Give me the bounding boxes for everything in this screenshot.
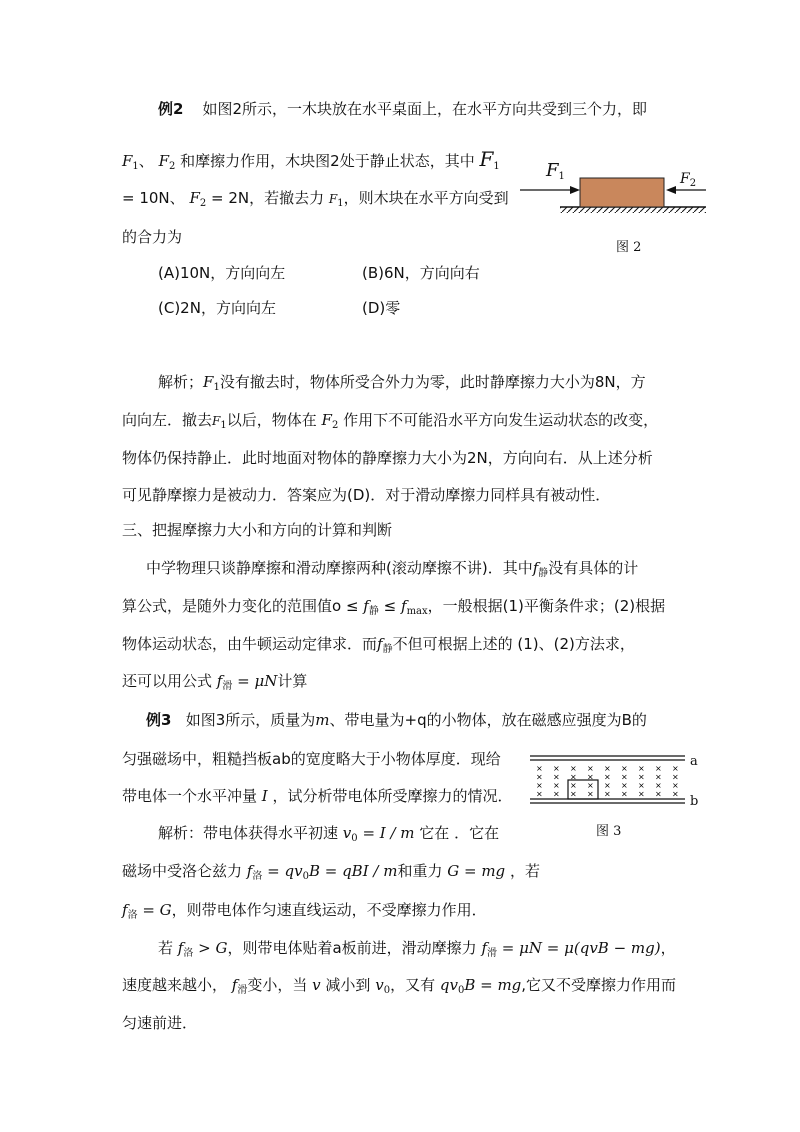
field-cross: × <box>655 764 662 773</box>
ground-hatch <box>560 207 706 213</box>
field-cross: × <box>655 781 662 790</box>
option-a: (A)10N，方向向左 <box>158 264 286 282</box>
figure3-diagram <box>530 756 690 806</box>
analysis3-line5: 速度越来越小， $f_滑$变小，当 v 减小到 $v_0$，又有 $qv_0B$ = mg,它又不受摩擦力作用而 <box>122 976 677 996</box>
field-cross: × <box>638 764 645 773</box>
field-cross: × <box>672 764 679 773</box>
figure3-caption: 图 3 <box>596 824 622 839</box>
example2-line4: 的合力为 <box>122 228 183 246</box>
field-cross: × <box>604 764 611 773</box>
field-cross: × <box>587 781 594 790</box>
field-cross: × <box>570 772 577 782</box>
field-cross: × <box>672 781 679 790</box>
field-cross: × <box>553 772 560 782</box>
field-cross: × <box>621 789 628 799</box>
option-d: (D)零 <box>362 299 401 317</box>
figure2-caption: 图 2 <box>616 240 642 255</box>
field-cross: × <box>553 789 560 799</box>
field-cross: × <box>536 764 543 773</box>
figure2-f1-label: $F_1$ <box>546 160 565 182</box>
field-cross: × <box>587 772 594 782</box>
analysis3-line2: 磁场中受洛仑兹力 $f_洛 = qv_0B$ = qBI / m和重力 G = mg ，若 <box>122 862 540 882</box>
field-cross: × <box>536 772 543 782</box>
field-cross: × <box>570 789 577 799</box>
field-cross: × <box>621 772 628 782</box>
field-cross: × <box>604 781 611 790</box>
field-cross: × <box>604 772 611 782</box>
field-cross: × <box>536 789 543 799</box>
option-c: (C)2N，方向向左 <box>158 299 276 317</box>
field-cross: × <box>536 781 543 790</box>
example2-line2: $F_1$、 $F_2$ 和摩擦力作用，木块图2处于静止状态，其中 $F_1$ <box>122 147 500 172</box>
field-cross: × <box>587 789 594 799</box>
section3-title: 三、把握摩擦力大小和方向的计算和判断 <box>122 521 393 539</box>
figure2-f2-label: $F_2$ <box>680 171 697 189</box>
analysis2-line2: 向向左．撤去$F_1$以后，物体在 $F_2$ 作用下不可能沿水平方向发生运动状态的改变， <box>122 411 659 431</box>
field-cross: × <box>587 764 594 773</box>
field-cross: × <box>604 789 611 799</box>
magnetic-field-crosses <box>536 764 679 799</box>
analysis3-line3: $f_洛 = G$，则带电体作匀速直线运动，不受摩擦力作用． <box>122 901 487 921</box>
field-cross: × <box>621 781 628 790</box>
example3-line1: 例3 如图3所示，质量为m、带电量为+q的小物体，放在磁感应强度为B的 <box>146 711 647 729</box>
field-cross: × <box>655 789 662 799</box>
wood-block <box>580 178 664 207</box>
para-line2: 算公式，是随外力变化的范围值$o \le f_静 \le f_{max}$，一般根据(1)平衡条件求；(2)根据 <box>122 597 666 617</box>
field-cross: × <box>553 764 560 773</box>
field-cross: × <box>638 789 645 799</box>
para-line3: 物体运动状态，由牛顿运动定律求．而$f_静$不但可根据上述的 (1)、(2)方法求， <box>122 635 635 655</box>
para-line1: 中学物理只谈静摩擦和滑动摩擦两种(滚动摩擦不讲)．其中$f_静$没有具体的计 <box>146 559 639 579</box>
field-cross: × <box>570 781 577 790</box>
analysis3-line4: 若 $f_洛 > G$，则带电体贴着a板前进，滑动摩擦力 $f_滑 = \mu N = \mu(qvB - mg)$， <box>158 939 676 959</box>
plate-b-label: b <box>690 794 699 809</box>
analysis2-line1: 解析；$F_1$没有撤去时，物体所受合外力为零，此时静摩擦力大小为8N，方 <box>158 373 646 393</box>
plate-a-label: a <box>690 754 698 769</box>
example2-line1: 例2 如图2所示，一木块放在水平桌面上，在水平方向共受到三个力，即 <box>158 100 648 118</box>
field-cross: × <box>655 772 662 782</box>
analysis3-line1: 解析：带电体获得水平初速 $v_0 = I / m$ 它在 ．它在 <box>158 824 500 844</box>
field-cross: × <box>638 781 645 790</box>
example2-line3: = 10N、 $F_2 = 2N$，若撤去力 $F_1$，则木块在水平方向受到 <box>122 189 509 209</box>
analysis2-line4: 可见静摩擦力是被动力．答案应为(D)．对于滑动摩擦力同样具有被动性． <box>122 486 611 504</box>
field-cross: × <box>638 772 645 782</box>
option-b: (B)6N，方向向右 <box>362 264 480 282</box>
field-cross: × <box>621 764 628 773</box>
analysis2-line3: 物体仍保持静止．此时地面对物体的静摩擦力大小为2N，方向向右．从上述分析 <box>122 449 653 467</box>
f2-arrowhead <box>666 186 676 194</box>
field-cross: × <box>672 789 679 799</box>
field-cross: × <box>672 772 679 782</box>
field-cross: × <box>570 764 577 773</box>
example3-line3: 带电体一个水平冲量 I ，试分析带电体所受摩擦力的情况． <box>122 787 513 805</box>
analysis3-line6: 匀速前进． <box>122 1014 198 1032</box>
para-line4: 还可以用公式 $f_滑 = \mu N$计算 <box>122 672 308 692</box>
example3-line2: 匀强磁场中，粗糙挡板ab的宽度略大于小物体厚度．现给 <box>122 750 501 768</box>
field-cross: × <box>553 781 560 790</box>
f1-arrowhead <box>570 186 580 194</box>
example2-tag: 例2 <box>158 100 184 118</box>
